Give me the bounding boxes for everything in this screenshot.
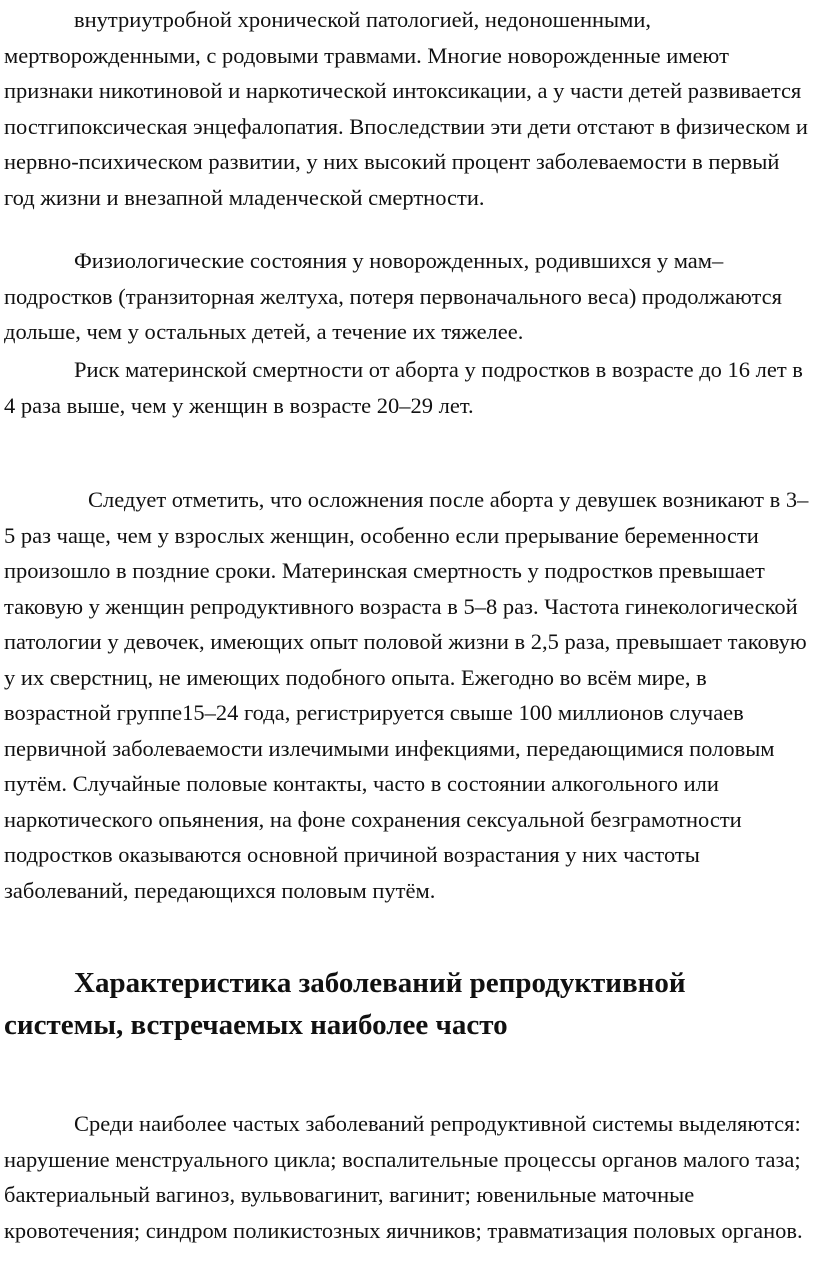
paragraph-newborn-pathology: внутриутробной хронической патологией, недоношенными, мертворожденными, с родовыми травмами. Многие новорожденные имеют признаки никотиновой и наркотической интоксикации, а у части детей развивается постгипоксическая энцефалопатия. Впоследствии эти дети отстают в физическом и нервно-психическом развитии, у них высокий процент заболеваемости в первый год жизни и внезапной младенческой смертности. — [4, 7, 808, 210]
paragraph-abortion-complications: Следует отметить, что осложнения после аборта у девушек возникают в 3–5 раз чаще, чем у взрослых женщин, особенно если прерывание беременности произошло в поздние сроки. Материнская смертность у подростков превышает таковую у женщин репродуктивного возраста в 5–8 раз. Частота гинекологической патологии у девочек, имеющих опыт половой жизни в 2,5 раза, превышает таковую у их сверстниц, не имеющих подобного опыта. Ежегодно во всём мире, в возрастной группе15–24 года, регистрируется свыше 100 миллионов случаев первичной заболеваемости излечимыми инфекциями, передающимися половым путём. Случайные половые контакты, часто в состоянии алкогольного или наркотического опьянения, на фоне сохранения сексуальной безграмотности подростков оказываются основной причиной возрастания у них частоты заболеваний, передающихся половым путём. — [4, 487, 809, 903]
paragraph-maternal-mortality-risk: Риск материнской смертности от аборта у подростков в возрасте до 16 лет в 4 раза выше, чем у женщин в возрасте 20–29 лет. — [4, 357, 803, 418]
paragraph-physiological-states: Физиологические состояния у новорожденных, родившихся у мам–подростков (транзиторная желтуха, потеря первоначального веса) продолжаются дольше, чем у остальных детей, а течение их тяжелее. — [4, 248, 782, 344]
paragraph-common-diseases: Среди наиболее частых заболеваний репродуктивной системы выделяются: нарушение менструального цикла; воспалительные процессы органов малого таза; бактериальный вагиноз, вульвовагинит, вагинит; ювенильные маточные кровотечения; синдром поликистозных яичников; травматизация половых органов. — [4, 1111, 803, 1243]
section-heading: Характеристика заболеваний репродуктивной системы, встречаемых наиболее часто — [4, 967, 686, 1041]
